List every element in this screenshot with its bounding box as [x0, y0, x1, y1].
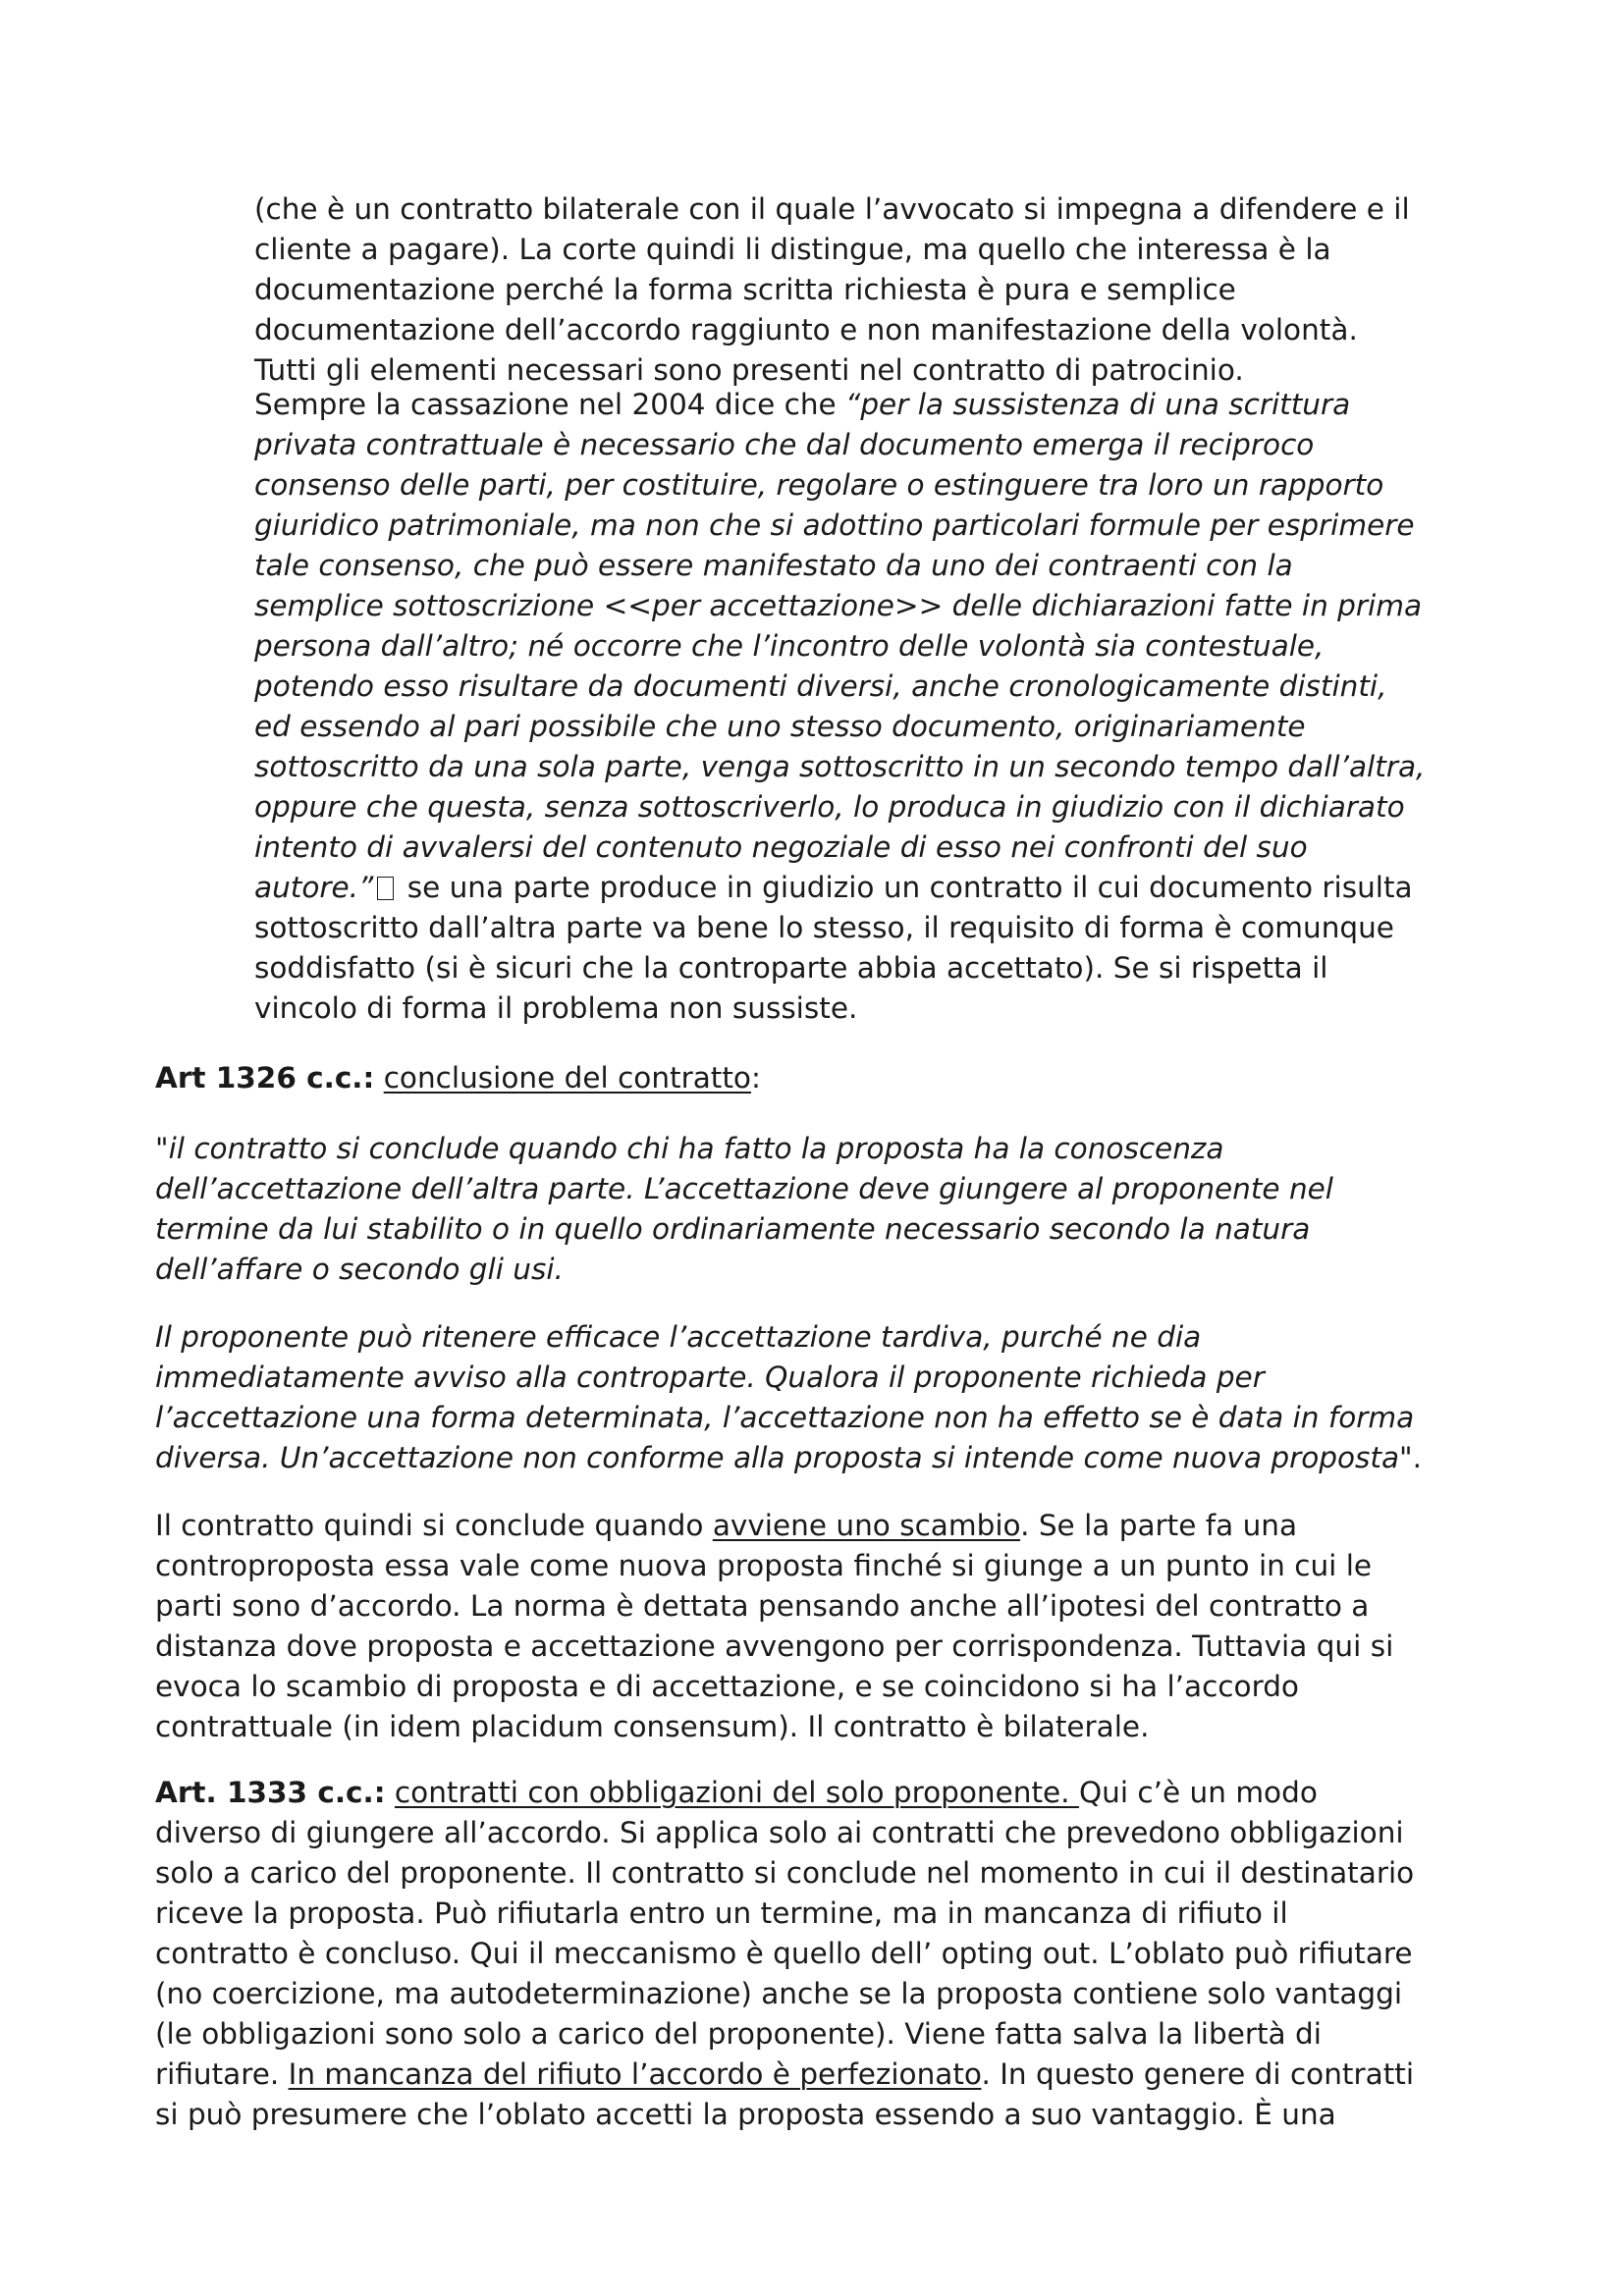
- citation-line: semplice sottoscrizione <<per accettazione>> delle dichiarazioni fatte in prima: [254, 589, 1423, 622]
- article-title: contratti con obbligazioni del solo proponente.: [394, 1776, 1079, 1809]
- text-line: l’accettazione una forma determinata, l’accettazione non ha effetto se è data in forma: [155, 1401, 1415, 1434]
- text-run: rifiutare.: [155, 2057, 289, 2091]
- text-line: contratto è concluso. Qui il meccanismo è quello dell’ opting out. L’oblato può rifiutare: [155, 1937, 1413, 1970]
- citation-line: sottoscritto da una sola parte, venga sottoscritto in un secondo tempo dall’altra,: [254, 750, 1426, 783]
- text-line: parti sono d’accordo. La norma è dettata pensando anche all’ipotesi del contratto a: [155, 1589, 1370, 1623]
- paragraph-patrocinio: [254, 189, 1410, 391]
- text-line: cliente a pagare). La corte quindi li distingue, ma quello che interessa è la: [254, 233, 1331, 266]
- citation-line: oppure che questa, senza sottoscriverlo, lo produca in giudizio con il dichiarato: [254, 790, 1405, 824]
- text-line: solo a carico del proponente. Il contratto si conclude nel momento in cui il destinatario: [155, 1856, 1415, 1890]
- text-line: Il proponente può ritenere efficace l’accettazione tardiva, purché ne dia: [155, 1320, 1202, 1354]
- citation-line: giuridico patrimoniale, ma non che si adottino particolari formule per esprimere: [254, 508, 1415, 542]
- text-line: [254, 868, 1425, 908]
- missing-glyph-icon: [377, 877, 394, 900]
- text-line: documentazione dell’accordo raggiunto e non manifestazione della volontà.: [254, 313, 1358, 347]
- paragraph-scambio: [155, 1506, 1393, 1747]
- text-line: dell’accettazione dell’altra parte. L’accettazione deve giungere al proponente nel: [155, 1172, 1333, 1205]
- text-line: [155, 1773, 1414, 1813]
- quote-art-1326-second: [155, 1317, 1422, 1478]
- underlined-text: In mancanza del rifiuto l’accordo è perfezionato: [288, 2057, 982, 2091]
- text-run: se una parte produce in giudizio un contratto il cui documento risulta: [398, 871, 1413, 904]
- citation-quote: “per la sussistenza di una scrittura: [845, 388, 1351, 421]
- text-run: diversa. Un’accettazione non conforme alla proposta si intende come nuova proposta: [155, 1441, 1400, 1474]
- paragraph-art-1333: [155, 1773, 1414, 2135]
- text-run: . In questo genere di contratti: [981, 2057, 1415, 2091]
- underlined-text: avviene uno scambio: [712, 1509, 1021, 1542]
- text-line: dell’affare o secondo gli usi.: [155, 1253, 564, 1286]
- article-label: Art. 1333 c.c.:: [155, 1776, 386, 1809]
- citation-line: persona dall’altro; né occorre che l’incontro delle volontà sia contestuale,: [254, 629, 1325, 663]
- text-line: distanza dove proposta e accettazione avvengono per corrispondenza. Tuttavia qui si: [155, 1629, 1394, 1663]
- text-line: (no coercizione, ma autodeterminazione) anche se la proposta contiene solo vantaggi: [155, 1977, 1403, 2010]
- text-run: Il contratto quindi si conclude quando: [155, 1509, 713, 1542]
- text-line: "il contratto si conclude quando chi ha fatto la proposta ha la conoscenza: [155, 1132, 1224, 1165]
- text-line: evoca lo scambio di proposta e di accettazione, e se coincidono si ha l’accordo: [155, 1670, 1299, 1703]
- citation-line: tale consenso, che può essere manifestato da uno dei contraenti con la: [254, 549, 1293, 582]
- text-run: Qui c’è un modo: [1078, 1776, 1318, 1809]
- quote-art-1326-first: [155, 1129, 1333, 1290]
- text-line: si può presumere che l’oblato accetti la proposta essendo a suo vantaggio. È una: [155, 2098, 1336, 2131]
- text-line: (che è un contratto bilaterale con il quale l’avvocato si impegna a difendere e il: [254, 192, 1410, 226]
- text-line: [155, 1058, 761, 1098]
- heading-art-1326: [155, 1058, 761, 1098]
- text-run: ".: [1399, 1441, 1422, 1474]
- text-run: [374, 1061, 383, 1095]
- text-line: [254, 385, 1425, 425]
- text-line: [155, 1438, 1422, 1478]
- citation-line: privata contrattuale è necessario che dal documento emerga il reciproco: [254, 428, 1315, 461]
- paragraph-cassazione-2004: [254, 385, 1425, 1029]
- text-run: [386, 1776, 395, 1809]
- text-line: immediatamente avviso alla controparte. Qualora il proponente richieda per: [155, 1361, 1265, 1394]
- text-line: diverso di giungere all’accordo. Si applica solo ai contratti che prevedono obbligazioni: [155, 1816, 1404, 1849]
- text-line: contrattuale (in idem placidum consensum). Il contratto è bilaterale.: [155, 1710, 1150, 1743]
- text-line: [155, 1506, 1393, 1546]
- article-label: Art 1326 c.c.:: [155, 1061, 375, 1095]
- text-line: [155, 2055, 1414, 2095]
- text-run: Sempre la cassazione nel 2004 dice che: [254, 388, 846, 421]
- citation-quote: autore.”: [254, 871, 374, 904]
- text-line: (le obbligazioni sono solo a carico del proponente). Viene fatta salva la libertà di: [155, 2017, 1322, 2051]
- citation-line: potendo esso risultare da documenti diversi, anche cronologicamente distinti,: [254, 669, 1387, 703]
- text-line: termine da lui stabilito o in quello ordinariamente necessario secondo la natura: [155, 1212, 1311, 1246]
- text-line: documentazione perché la forma scritta richiesta è pura e semplice: [254, 273, 1236, 306]
- article-title: conclusione del contratto: [383, 1061, 751, 1095]
- text-line: soddisfatto (si è sicuri che la controparte abbia accettato). Se si rispetta il: [254, 951, 1328, 985]
- citation-line: ed essendo al pari possibile che uno stesso documento, originariamente: [254, 710, 1306, 743]
- text-run: . Se la parte fa una: [1020, 1509, 1298, 1542]
- text-run: :: [750, 1061, 761, 1095]
- text-line: vincolo di forma il problema non sussiste.: [254, 991, 858, 1025]
- text-line: Tutti gli elementi necessari sono presenti nel contratto di patrocinio.: [254, 353, 1244, 387]
- citation-line: consenso delle parti, per costituire, regolare o estinguere tra loro un rapporto: [254, 468, 1384, 502]
- text-line: controproposta essa vale come nuova proposta finché si giunge a un punto in cui le: [155, 1549, 1373, 1582]
- citation-line: intento di avvalersi del contenuto negoziale di esso nei confronti del suo: [254, 830, 1308, 864]
- text-line: sottoscritto dall’altra parte va bene lo stesso, il requisito di forma è comunque: [254, 911, 1394, 944]
- text-line: riceve la proposta. Può rifiutarla entro un termine, ma in mancanza di rifiuto il: [155, 1896, 1288, 1930]
